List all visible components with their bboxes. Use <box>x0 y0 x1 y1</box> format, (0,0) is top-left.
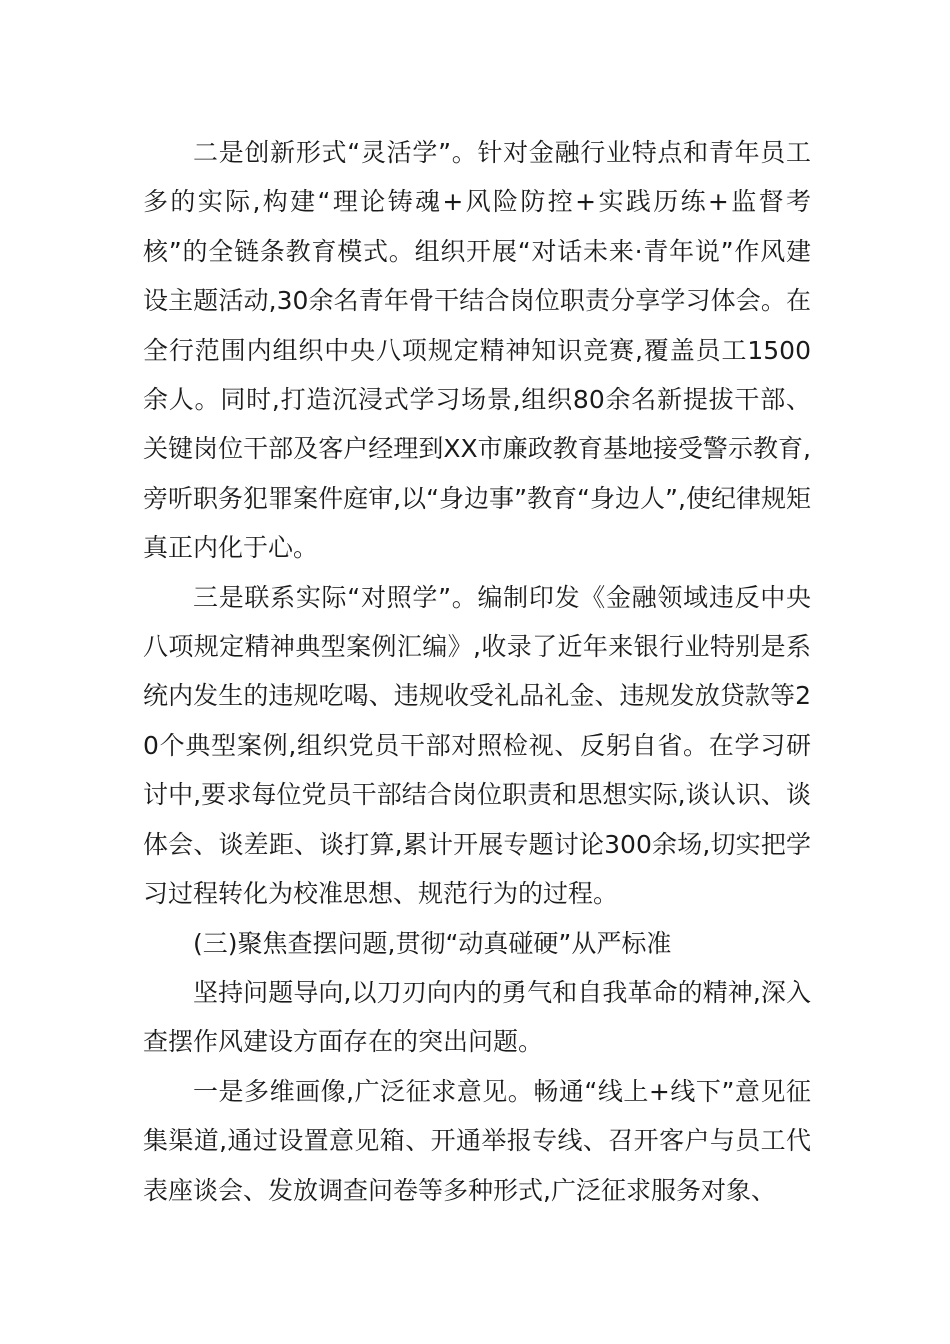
paragraph-contrast-learning: 三是联系实际“对照学”。编制印发《金融领域违反中央八项规定精神典型案例汇编》,收录了近年来银行业特别是系统内发生的违规吃喝、违规收受礼品礼金、违规发放贷款等20个典型案例,组织党员干部对照检视、反躬自省。在学习研讨中,要求每位党员干部结合岗位职责和思想实际,谈认识、谈体会、谈差距、谈打算,累计开展专题讨论300余场,切实把学习过程转化为校准思想、规范行为的过程。 <box>143 582 811 909</box>
paragraph-problem-orientation: 坚持问题导向,以刀刃向内的勇气和自我革命的精神,深入查摆作风建设方面存在的突出问题。 <box>143 977 811 1057</box>
section-heading-problems: (三)聚焦查摆问题,贯彻“动真碰硬”从严标准 <box>193 928 672 958</box>
paragraph-multidimensional-profile: 一是多维画像,广泛征求意见。畅通“线上+线下”意见征集渠道,通过设置意见箱、开通举报专线、召开客户与员工代表座谈会、发放调查问卷等多种形式,广泛征求服务对象、 <box>143 1076 811 1205</box>
paragraph-innovation-form: 二是创新形式“灵活学”。针对金融行业特点和青年员工多的实际,构建“理论铸魂+风险防控+实践历练+监督考核”的全链条教育模式。组织开展“对话未来·青年说”作风建设主题活动,30余名青年骨干结合岗位职责分享学习体会。在全行范围内组织中央八项规定精神知识竞赛,覆盖员工1500余人。同时,打造沉浸式学习场景,组织80余名新提拔干部、关键岗位干部及客户经理到XX市廉政教育基地接受警示教育,旁听职务犯罪案件庭审,以“身边事”教育“身边人”,使纪律规矩真正内化于心。 <box>143 138 811 563</box>
document-body <box>143 128 811 1215</box>
